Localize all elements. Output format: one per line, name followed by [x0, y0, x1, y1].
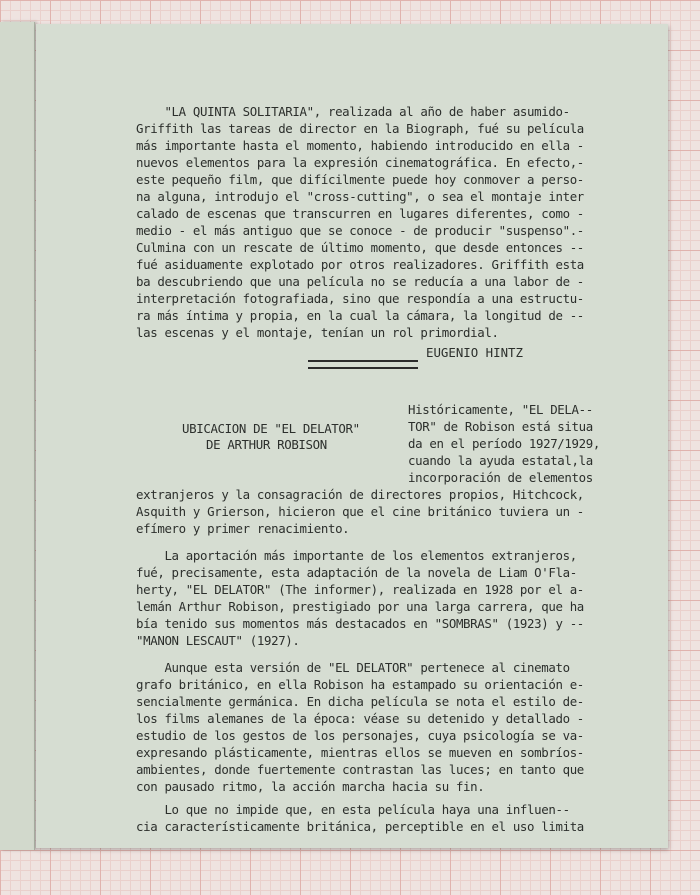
paragraph-line: expresando plásticamente, mientras ellos se mueven en sombríos-	[136, 745, 584, 760]
author-signature: EUGENIO HINTZ	[426, 345, 523, 360]
paragraph-line: grafo británico, en ella Robison ha estampado su orientación e-	[136, 677, 584, 692]
essay1-line: Culmina con un rescate de último momento, que desde entonces --	[136, 240, 584, 255]
paragraph-line: bía tenido sus momentos más destacados en "SOMBRAS" (1923) y --	[136, 616, 584, 631]
paragraph-line: lemán Arthur Robison, prestigiado por una larga carrera, que ha	[136, 599, 584, 614]
essay1-line: calado de escenas que transcurren en lugares diferentes, como -	[136, 206, 584, 221]
section-heading-subtitle: DE ARTHUR ROBISON	[206, 437, 327, 452]
paragraph-line: cia característicamente británica, perceptible en el uso limita	[136, 819, 584, 834]
paragraph-line: La aportación más importante de los elementos extranjeros,	[136, 548, 577, 563]
paragraph-line: estudio de los gestos de los personajes, cuya psicología se va-	[136, 728, 584, 743]
intro-line: Históricamente, "EL DELA--	[408, 402, 593, 417]
previous-page-edge	[0, 22, 35, 850]
essay1-line: Griffith las tareas de director en la Biograph, fué su película	[136, 121, 584, 136]
essay1-line: más importante hasta el momento, habiendo introducido en ella -	[136, 138, 584, 153]
essay1-line: ba descubriendo que una película no se reducía a una labor de -	[136, 274, 584, 289]
essay1-line: interpretación fotografiada, sino que respondía a una estructu-	[136, 291, 584, 306]
essay1-line: las escenas y el montaje, tenían un rol primordial.	[136, 325, 499, 340]
intro-line: cuando la ayuda estatal,la	[408, 453, 593, 468]
essay1-line: nuevos elementos para la expresión cinematográfica. En efecto,-	[136, 155, 584, 170]
intro-line: efímero y primer renacimiento.	[136, 521, 350, 536]
intro-line: Asquith y Grierson, hicieron que el cine británico tuviera un -	[136, 504, 584, 519]
paragraph-line: con pausado ritmo, la acción marcha hacia su fin.	[136, 779, 485, 794]
paragraph-line: Lo que no impide que, en esta película haya una influen--	[136, 802, 570, 817]
intro-line: da en el período 1927/1929,	[408, 436, 600, 451]
paragraph-line: los films alemanes de la época: véase su detenido y detallado -	[136, 711, 584, 726]
essay1-line: na alguna, introdujo el "cross-cutting", o sea el montaje inter	[136, 189, 584, 204]
essay1-line: "LA QUINTA SOLITARIA", realizada al año de haber asumido-	[136, 104, 570, 119]
section-divider-bottom	[308, 367, 418, 369]
essay1-line: ra más íntima y propia, en la cual la cámara, la longitud de --	[136, 308, 584, 323]
paragraph-line: fué, precisamente, esta adaptación de la novela de Liam O'Fla-	[136, 565, 577, 580]
typewritten-page	[36, 24, 668, 848]
paragraph-line: Aunque esta versión de "EL DELATOR" pertenece al cinemato	[136, 660, 570, 675]
paragraph-line: herty, "EL DELATOR" (The informer), realizada en 1928 por el a-	[136, 582, 584, 597]
essay1-line: medio - el más antiguo que se conoce - de producir "suspenso".-	[136, 223, 584, 238]
section-heading: UBICACION DE "EL DELATOR"	[182, 421, 360, 436]
intro-line: TOR" de Robison está situa	[408, 419, 593, 434]
paragraph-line: sencialmente germánica. En dicha película se nota el estilo de-	[136, 694, 584, 709]
essay1-line: este pequeño film, que difícilmente puede hoy conmover a perso-	[136, 172, 584, 187]
intro-line: extranjeros y la consagración de directores propios, Hitchcock,	[136, 487, 584, 502]
essay1-line: fué asiduamente explotado por otros realizadores. Griffith esta	[136, 257, 584, 272]
section-divider-top	[308, 360, 418, 362]
paragraph-line: ambientes, donde fuertemente contrastan las luces; en tanto que	[136, 762, 584, 777]
paragraph-line: "MANON LESCAUT" (1927).	[136, 633, 300, 648]
intro-line: incorporación de elementos	[408, 470, 593, 485]
